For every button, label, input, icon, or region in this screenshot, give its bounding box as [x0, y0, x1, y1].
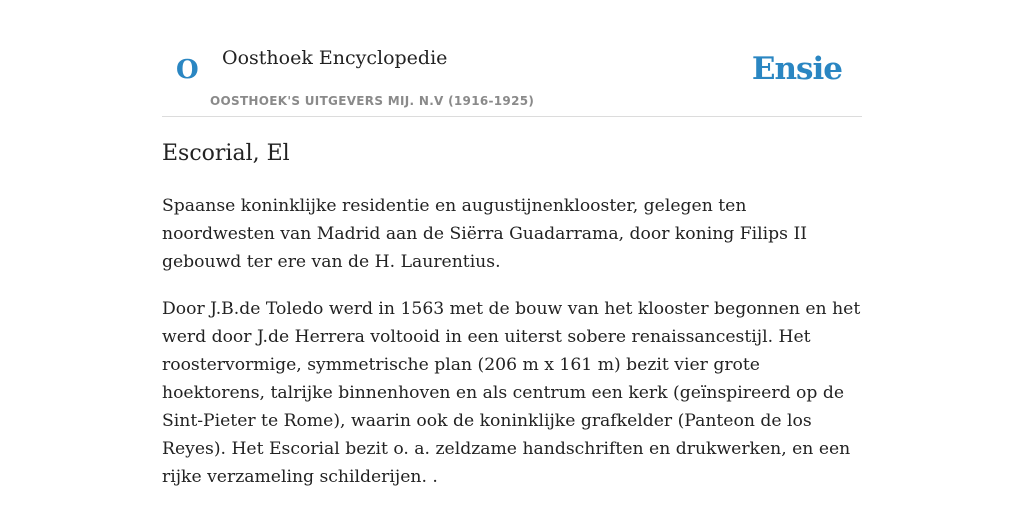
site-header [162, 0, 862, 117]
entry-paragraph: Spaanse koninklijke residentie en augustijnenklooster, gelegen ten noordwesten van Madrid aan de Siërra Guadarrama, door koning Filips II gebouwd ter ere van de H. Laurentius. [162, 196, 808, 272]
encyclopedia-title[interactable]: Oosthoek Encyclopedie [222, 47, 448, 69]
ensie-logo[interactable]: Ensie [751, 51, 842, 87]
publisher-label: OOSTHOEK'S UITGEVERS MIJ. N.V (1916-1925) [210, 94, 535, 108]
entry-title: Escorial, El [162, 141, 290, 166]
logo-icon[interactable]: O [176, 55, 199, 85]
entry-paragraph: Door J.B.de Toledo werd in 1563 met de bouw van het klooster begonnen en het werd door J.de Herrera voltooid in een uiterst sobere renaissancestijl. Het roostervormige, symmetrische plan (206 m x 161 m) bezit vier grote hoektorens, talrijke binnenhoven en als centrum een kerk (geïnspireerd op de Sint-Pieter te Rome), waarin ook de koninklijke grafkelder (Panteon de los Reyes). Het Escorial bezit o. a. zeldzame handschriften en drukwerken, en een rijke verzameling schilderijen. . [162, 299, 861, 487]
